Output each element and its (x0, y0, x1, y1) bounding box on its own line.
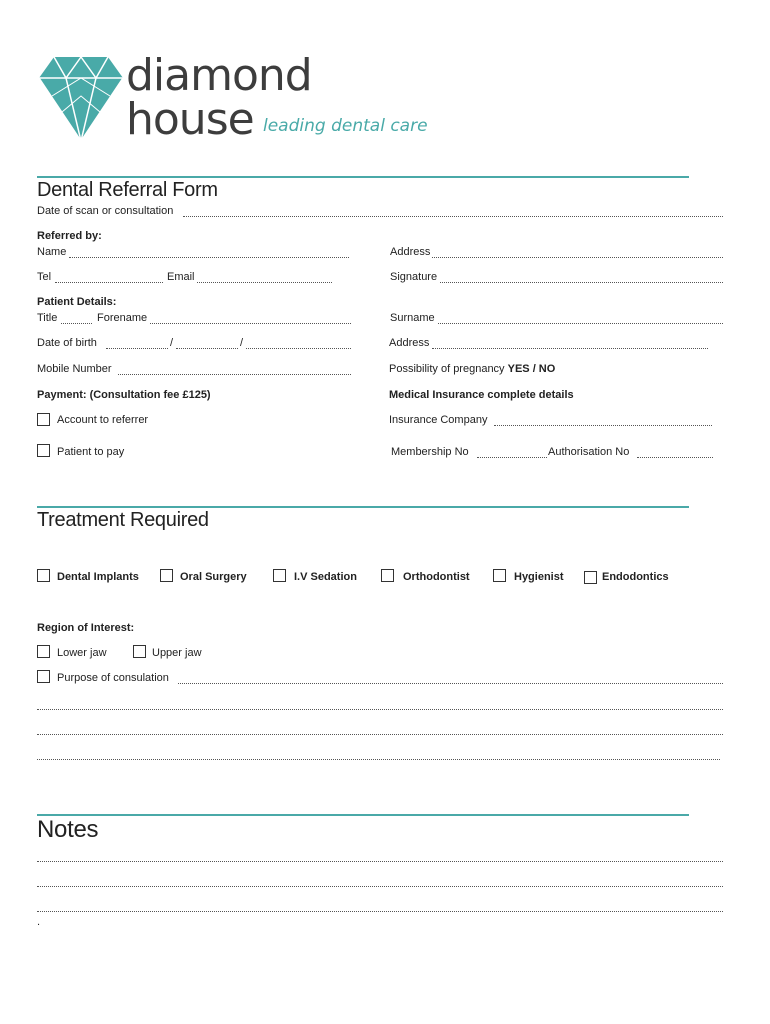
upper-jaw-checkbox[interactable] (133, 645, 146, 658)
account-to-referrer-label: Account to referrer (57, 414, 149, 426)
brand-tagline: leading dental care (263, 116, 428, 136)
patient-to-pay-label: Patient to pay (57, 446, 125, 458)
patient-to-pay-checkbox[interactable] (37, 444, 50, 457)
section-rule (37, 506, 689, 508)
diamond-icon (38, 54, 124, 142)
notes-line[interactable] (37, 885, 723, 887)
patient-forename-field[interactable] (150, 322, 351, 324)
dental-implants-checkbox[interactable] (37, 569, 50, 582)
insurance-heading: Medical Insurance complete details (389, 389, 574, 401)
patient-address-field[interactable] (432, 347, 708, 349)
purpose-line[interactable] (37, 733, 723, 735)
endodontics-checkbox[interactable] (584, 571, 597, 584)
insurance-company-label: Insurance Company (389, 414, 488, 426)
referrer-name-label: Name (37, 246, 67, 258)
authorisation-label: Authorisation No (548, 446, 630, 458)
referrer-tel-field[interactable] (55, 281, 163, 283)
hygienist-label: Hygienist (514, 571, 564, 583)
referrer-signature-label: Signature (390, 271, 438, 283)
hygienist-checkbox[interactable] (493, 569, 506, 582)
date-field[interactable] (183, 215, 723, 217)
referrer-email-label: Email (167, 271, 195, 283)
patient-title-label: Title (37, 312, 58, 324)
purpose-line[interactable] (37, 758, 720, 760)
referrer-tel-label: Tel (37, 271, 52, 283)
membership-field[interactable] (477, 456, 547, 458)
region-heading: Region of Interest: (37, 622, 135, 634)
dob-day-field[interactable] (106, 347, 168, 349)
purpose-field[interactable] (178, 682, 723, 684)
authorisation-field[interactable] (637, 456, 713, 458)
purpose-label: Purpose of consulation (57, 672, 169, 684)
treatment-title: Treatment Required (37, 509, 209, 531)
referrer-name-field[interactable] (69, 256, 349, 258)
patient-dob-label: Date of birth (37, 337, 97, 349)
patient-mobile-label: Mobile Number (37, 363, 112, 375)
form-title: Dental Referral Form (37, 179, 218, 201)
dob-year-field[interactable] (246, 347, 351, 349)
referrer-signature-field[interactable] (440, 281, 723, 283)
lower-jaw-label: Lower jaw (57, 647, 107, 659)
brand-name-line1: diamond (126, 50, 312, 101)
referrer-address-field[interactable] (432, 256, 723, 258)
pregnancy-label (389, 363, 555, 375)
iv-sedation-label: I.V Sedation (294, 571, 357, 583)
referrer-email-field[interactable] (197, 281, 332, 283)
orthodontist-label: Orthodontist (403, 571, 470, 583)
endodontics-label: Endodontics (602, 571, 669, 583)
patient-surname-field[interactable] (438, 322, 723, 324)
upper-jaw-label: Upper jaw (152, 647, 202, 659)
patient-surname-label: Surname (390, 312, 435, 324)
notes-end-mark: . (37, 916, 41, 928)
date-label: Date of scan or consultation (37, 205, 174, 217)
patient-title-field[interactable] (61, 322, 92, 324)
referrer-address-label: Address (390, 246, 431, 258)
dob-month-field[interactable] (176, 347, 238, 349)
patient-address-label: Address (389, 337, 430, 349)
purpose-checkbox[interactable] (37, 670, 50, 683)
membership-label: Membership No (391, 446, 469, 458)
oral-surgery-checkbox[interactable] (160, 569, 173, 582)
notes-line[interactable] (37, 860, 723, 862)
payment-heading: Payment: (Consultation fee £125) (37, 389, 211, 401)
pregnancy-question: Possibility of pregnancy (389, 363, 505, 375)
pregnancy-options[interactable]: YES / NO (507, 363, 556, 375)
account-to-referrer-checkbox[interactable] (37, 413, 50, 426)
dob-separator: / (240, 337, 244, 349)
dental-implants-label: Dental Implants (57, 571, 139, 583)
orthodontist-checkbox[interactable] (381, 569, 394, 582)
notes-line[interactable] (37, 910, 723, 912)
purpose-line[interactable] (37, 708, 723, 710)
oral-surgery-label: Oral Surgery (180, 571, 247, 583)
patient-details-heading: Patient Details: (37, 296, 117, 308)
insurance-company-field[interactable] (494, 424, 712, 426)
brand-name-line2: house (126, 94, 254, 145)
patient-mobile-field[interactable] (118, 373, 351, 375)
section-rule (37, 176, 689, 178)
dob-separator: / (170, 337, 174, 349)
logo (38, 50, 428, 146)
section-rule (37, 814, 689, 816)
patient-forename-label: Forename (97, 312, 148, 324)
notes-title: Notes (37, 816, 99, 843)
referred-by-heading: Referred by: (37, 230, 102, 242)
lower-jaw-checkbox[interactable] (37, 645, 50, 658)
iv-sedation-checkbox[interactable] (273, 569, 286, 582)
